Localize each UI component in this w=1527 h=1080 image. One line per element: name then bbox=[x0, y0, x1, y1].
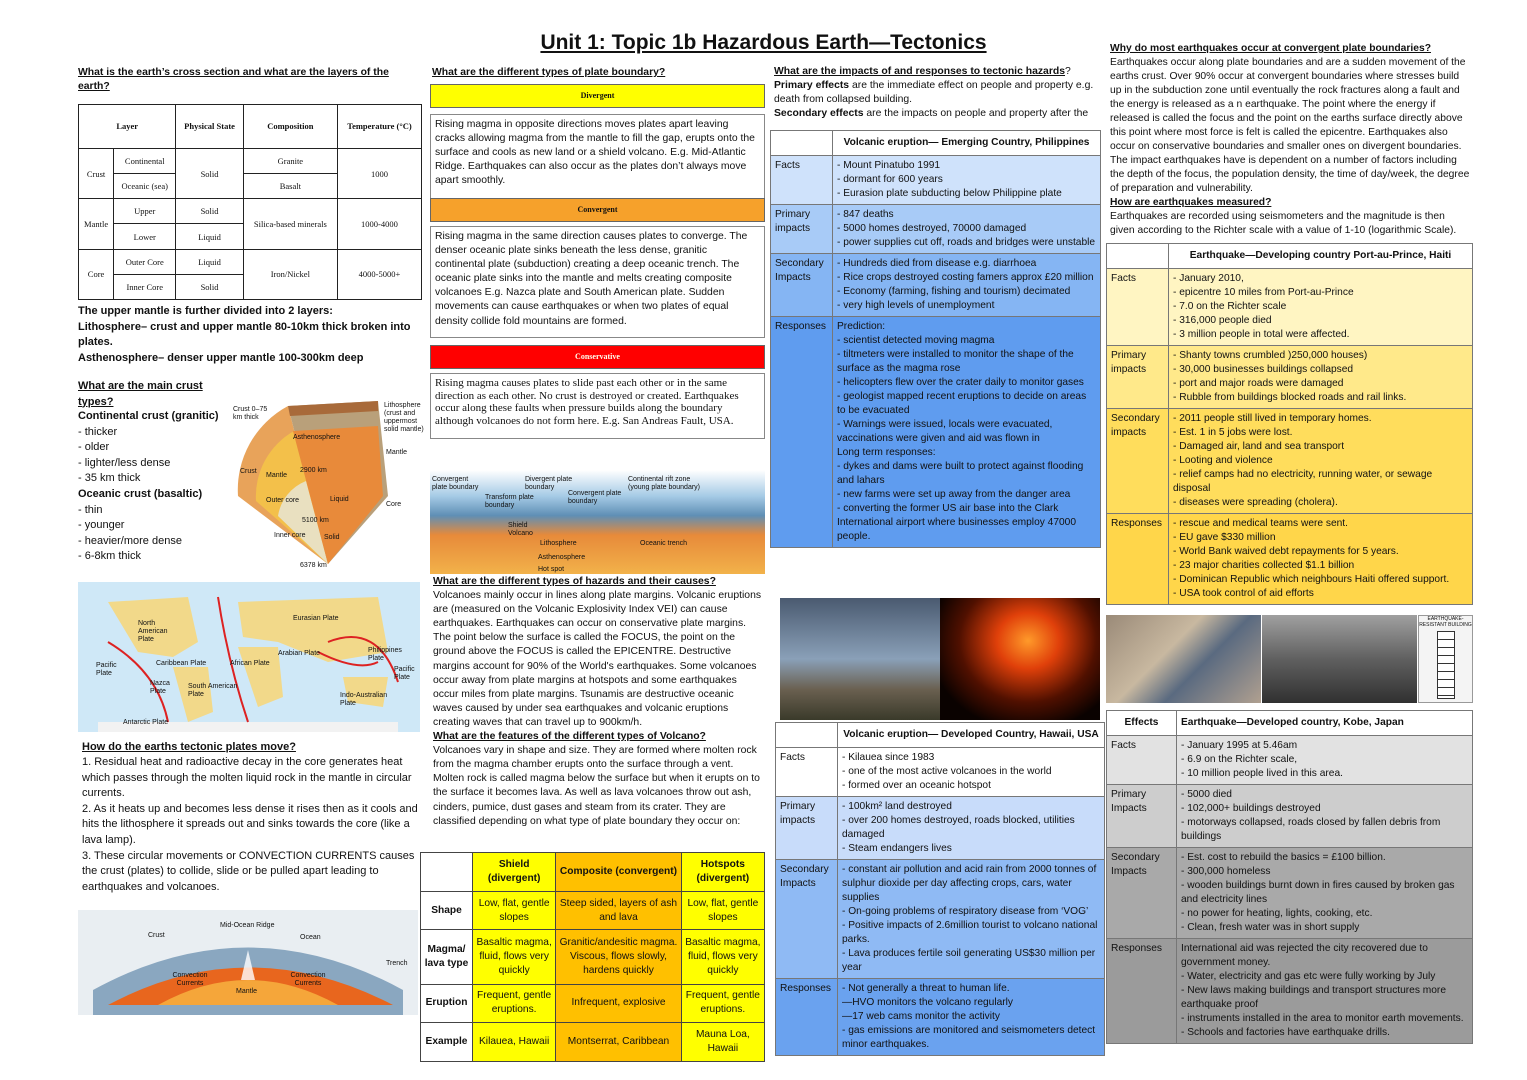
row-line: - formed over an oceanic hotspot bbox=[842, 780, 991, 792]
label: Liquid bbox=[330, 496, 349, 503]
row-line: - 3 million people in total were affected. bbox=[1173, 329, 1350, 341]
table-row bbox=[1107, 939, 1473, 1044]
row-line: - very high levels of unemployment bbox=[837, 300, 995, 312]
label: Crust 0–75 km thick bbox=[233, 406, 268, 421]
map-label: African Plate bbox=[230, 660, 270, 667]
cell: Upper bbox=[114, 199, 176, 224]
table-row bbox=[771, 254, 1101, 317]
list-line: 1. Residual heat and radioactive decay in the core generates heat which passes through the molten liquid rock in the mantle in circular currents. bbox=[82, 756, 412, 800]
row-line: - On-going problems of respiratory disease from ‘VOG’ bbox=[842, 906, 1089, 918]
row-line: —HVO monitors the volcano regularly bbox=[842, 997, 1013, 1009]
volcano-types-table bbox=[420, 852, 765, 1062]
row-line: - converting the former US air base into the Clark International airport where businesses employ 47000 people. bbox=[837, 503, 1076, 543]
table-row bbox=[421, 891, 765, 930]
blank bbox=[771, 131, 833, 156]
row-line: - New laws making buildings and transport structures more earthquake proof bbox=[1181, 985, 1446, 1011]
row-line: Long term responses: bbox=[837, 447, 936, 459]
label: Oceanic trench bbox=[640, 540, 688, 547]
row-line: - January 2010, bbox=[1173, 273, 1244, 285]
continental-list bbox=[78, 425, 228, 487]
label: Convergent plate boundary bbox=[568, 490, 622, 505]
row-label: Secondary impacts bbox=[1107, 409, 1169, 514]
label: Asthenosphere bbox=[538, 554, 586, 561]
cell: 1000 bbox=[337, 149, 421, 199]
table-row bbox=[771, 205, 1101, 254]
cell: Solid bbox=[176, 149, 243, 199]
table-cell: Low, flat, gentle slopes bbox=[473, 891, 556, 930]
divergent-heading: Divergent bbox=[430, 84, 765, 108]
conservative-heading: Conservative bbox=[430, 345, 765, 369]
hawaii-case-table bbox=[775, 722, 1105, 1056]
row-content bbox=[1177, 848, 1473, 939]
label: Core bbox=[386, 501, 402, 508]
cell: Lower bbox=[114, 224, 176, 249]
row-line: Prediction: bbox=[837, 321, 886, 333]
row-line: - 102,000+ buildings destroyed bbox=[1181, 803, 1321, 815]
haiti-case-table bbox=[1106, 243, 1473, 605]
th-composite: Composite (convergent) bbox=[556, 853, 681, 892]
map-label: Indo-Australian Plate bbox=[340, 692, 388, 707]
convergent-heading: Convergent bbox=[430, 198, 765, 222]
list-line: - lighter/less dense bbox=[78, 456, 171, 469]
features-question: What are the features of the different types of Volcano? bbox=[433, 731, 706, 743]
table-cell: Granitic/andesitic magma. Viscous, flows slowly, hardens quickly bbox=[556, 930, 681, 984]
cell: Outer Core bbox=[114, 249, 176, 274]
row-content bbox=[838, 860, 1105, 979]
cell: Iron/Nickel bbox=[243, 249, 337, 299]
list-line: - thin bbox=[78, 503, 103, 516]
earthquake-resistant-building-diagram bbox=[1418, 615, 1473, 703]
map-label: South American Plate bbox=[188, 683, 238, 698]
row-line: - 30,000 businesses buildings collapsed bbox=[1173, 364, 1354, 376]
label: Mantle bbox=[236, 988, 258, 995]
primary-def: are the immediate effect on people and property e.g. death from collapsed building. bbox=[774, 80, 1094, 106]
row-line: - USA took control of aid efforts bbox=[1173, 588, 1314, 600]
label: Lithosphere bbox=[540, 540, 577, 547]
row-line: - Damaged air, land and sea transport bbox=[1173, 441, 1345, 453]
row-content bbox=[838, 748, 1105, 797]
list-line: - heavier/more dense bbox=[78, 534, 182, 547]
row-line: - dormant for 600 years bbox=[837, 174, 943, 186]
th-composition: Composition bbox=[243, 105, 337, 149]
map-label: Philippines Plate bbox=[368, 647, 402, 662]
row-line: - 847 deaths bbox=[837, 209, 894, 221]
earth-cross-section-diagram bbox=[228, 386, 423, 571]
row-label: Secondary Impacts bbox=[771, 254, 833, 317]
row-line: - 5000 died bbox=[1181, 789, 1232, 801]
row-label: Primary impacts bbox=[771, 205, 833, 254]
table-row bbox=[421, 984, 765, 1023]
case-body bbox=[776, 748, 1105, 1056]
label: Hot spot bbox=[538, 566, 565, 573]
label: Divergent plate boundary bbox=[525, 476, 573, 491]
row-content bbox=[838, 979, 1105, 1056]
row-label: Eruption bbox=[421, 984, 473, 1023]
row-line: - Est. cost to rebuild the basics = £100 billion. bbox=[1181, 852, 1386, 864]
hazards-text: Volcanoes mainly occur in lines along plate margins. Volcanic eruptions are (measured on the Volcanic Explosivity Index VEI) can cause earthquakes. Earthquakes can occur on conservative plate margins. The point below the surface is called the FOCUS, the point on the ground above the FOCUS is called the EPICENTRE. Destructive margins account for 90% of the World's earthquakes. Some volcanoes occur away from plate margins at hotspots and some earthquakes occur miles from plate margins. Tsunamis are destructive oceanic waves caused by under sea earthquakes and volcanic eruptions creating waves that can travel up to 900km/h. bbox=[433, 590, 762, 728]
table-row bbox=[776, 748, 1105, 797]
row-line: - port and major roads were damaged bbox=[1173, 378, 1344, 390]
row-line: - helicopters flew over the crater daily to monitor gases bbox=[837, 377, 1084, 389]
case-title: Volcanic eruption— Developed Country, Hawaii, USA bbox=[838, 723, 1105, 748]
header-row bbox=[776, 723, 1105, 748]
cell: Inner Core bbox=[114, 274, 176, 299]
conservative-text: Rising magma causes plates to slide past each other or in the same direction as each other. No crust is destroyed or created. Earthquakes occur along these faults when pressure builds along the boundary although volcanoes do not form here. E.g. San Andreas Fault, USA. bbox=[430, 373, 765, 439]
row-content bbox=[833, 205, 1101, 254]
row-line: - epicentre 10 miles from Port-au-Prince bbox=[1173, 287, 1354, 299]
blank bbox=[1107, 244, 1169, 269]
convergent-text: Rising magma in the same direction causes plates to converge. The denser oceanic plate sinks beneath the less dense, granitic continental plate (subduction) creating a deep oceanic trench. The oceanic plate sinks into the mantle and melts creating composite volcanoes E.g. Nazca plate and South American plate. Sudden movements can cause earthquakes or when two plates of equal density collide fold mountains are formed. bbox=[430, 226, 765, 338]
oceanic-list bbox=[78, 503, 228, 565]
kobe-body bbox=[1107, 736, 1473, 1044]
row-line: - EU gave $330 million bbox=[1173, 532, 1276, 544]
th-state: Physical State bbox=[176, 105, 243, 149]
row-line: - geologist mapped recent eruptions to decide on areas to be evacuated bbox=[837, 391, 1087, 417]
row-line: - Hundreds died from disease e.g. diarrhoea bbox=[837, 258, 1037, 270]
row-label: Facts bbox=[776, 748, 838, 797]
row-label: Secondary Impacts bbox=[776, 860, 838, 979]
table-row bbox=[1107, 785, 1473, 848]
row-line: - motorways collapsed, roads closed by fallen debris from buildings bbox=[1181, 817, 1441, 843]
table-row bbox=[1107, 346, 1473, 409]
th-shield: Shield (divergent) bbox=[473, 853, 556, 892]
row-label: Primary impacts bbox=[776, 797, 838, 860]
table-row bbox=[771, 156, 1101, 205]
primary-term: Primary effects bbox=[774, 80, 850, 92]
label: Ocean bbox=[300, 934, 321, 941]
list-line: Asthenosphere– denser upper mantle 100-300km deep bbox=[78, 351, 364, 364]
table-cell: Frequent, gentle eruptions. bbox=[681, 984, 764, 1023]
row-label: Primary impacts bbox=[1107, 346, 1169, 409]
row-content bbox=[833, 156, 1101, 205]
map-label: Nazca Plate bbox=[150, 680, 170, 695]
boundary-question: What are the different types of plate boundary? bbox=[432, 67, 666, 78]
oceanic-title: Oceanic crust (basaltic) bbox=[78, 487, 203, 500]
list-line: - older bbox=[78, 441, 110, 454]
label: 6378 km bbox=[300, 562, 327, 569]
convection-diagram bbox=[78, 910, 418, 1015]
table-row bbox=[421, 930, 765, 984]
volcano-photo-pinatubo bbox=[780, 598, 940, 720]
label: Trench bbox=[386, 960, 408, 967]
map-label: Pacific Plate bbox=[96, 662, 117, 677]
map-label: Pacific Plate bbox=[394, 666, 415, 681]
features-text: Volcanoes vary in shape and size. They are formed where molten rock from the magma chamber erupts onto the surface through a vent. Molten rock is called magma below the surface but when it erupts on to the surface it becomes lava. As well as lava volcanoes throw out ash, cinders, pumice, dust gases and steam from its crater. They are classified depending on what type of plate boundary they occur on: bbox=[433, 745, 760, 827]
convergent-box bbox=[430, 198, 765, 338]
row-line: - Kilauea since 1983 bbox=[842, 752, 935, 764]
cell: Oceanic (sea) bbox=[114, 174, 176, 199]
cell: Silica-based minerals bbox=[243, 199, 337, 249]
row-line: - Rice crops destroyed costing famers approx £20 million - Economy (farming, fishing and tourism) decimated bbox=[837, 272, 1094, 298]
cell: Crust bbox=[79, 149, 114, 199]
question-mark: ? bbox=[1065, 66, 1071, 77]
table-cell: Mauna Loa, Hawaii bbox=[681, 1023, 764, 1062]
label: Mantle bbox=[266, 472, 288, 479]
row-line: - relief camps had no electricity, running water, or sewage disposal bbox=[1173, 469, 1433, 495]
label: Solid bbox=[324, 534, 340, 541]
cell: 4000-5000+ bbox=[337, 249, 421, 299]
label: Crust bbox=[148, 932, 165, 939]
cell: 1000-4000 bbox=[337, 199, 421, 249]
kobe-case-table bbox=[1106, 710, 1473, 1044]
row-line: - Eurasion plate subducting below Philippine plate bbox=[837, 188, 1062, 200]
case-title: Volcanic eruption— Emerging Country, Philippines bbox=[833, 131, 1101, 156]
table-cell: Basaltic magma, fluid, flows very quickly bbox=[681, 930, 764, 984]
row-line: - Lava produces fertile soil generating US$30 million per year bbox=[842, 948, 1096, 974]
table-row bbox=[1107, 269, 1473, 346]
row-line: - 300,000 homeless bbox=[1181, 866, 1271, 878]
row-line: - Positive impacts of 2.6million tourist to volcano national parks. bbox=[842, 920, 1098, 946]
list-line: - younger bbox=[78, 519, 125, 532]
row-label: Primary Impacts bbox=[1107, 785, 1177, 848]
row-line: - power supplies cut off, roads and bridges were unstable bbox=[837, 237, 1096, 249]
table-cell: Steep sided, layers of ash and lava bbox=[556, 891, 681, 930]
move-text bbox=[82, 755, 420, 895]
cell: Granite bbox=[243, 149, 337, 174]
row-line: International aid was rejected the city recovered due to government money. bbox=[1181, 943, 1428, 969]
row-label: Facts bbox=[1107, 269, 1169, 346]
row-line: - new farms were set up away from the danger area bbox=[837, 489, 1071, 501]
row-line: - dykes and dams were built to protect against flooding and lahars bbox=[837, 461, 1084, 487]
label: 5100 km bbox=[302, 517, 329, 524]
table-row bbox=[1107, 514, 1473, 605]
row-label: Facts bbox=[1107, 736, 1177, 785]
table-row bbox=[1107, 409, 1473, 514]
list-line: 3. These circular movements or CONVECTION CURRENTS causes the crust (plates) to collide, slide or be pulled apart leading to earthquakes and volcanoes. bbox=[82, 849, 415, 893]
row-line: - diseases were spreading (cholera). bbox=[1173, 497, 1338, 509]
blank bbox=[421, 853, 473, 892]
row-line: - 7.0 on the Richter scale bbox=[1173, 301, 1287, 313]
row-content bbox=[833, 254, 1101, 317]
impacts-question: What are the impacts of and responses to tectonic hazards bbox=[774, 66, 1066, 77]
list-line: - 35 km thick bbox=[78, 472, 141, 485]
label: Convection Currents bbox=[290, 972, 326, 987]
label: Outer core bbox=[266, 497, 300, 504]
continental-title: Continental crust (granitic) bbox=[78, 410, 219, 422]
row-label: Secondary Impacts bbox=[1107, 848, 1177, 939]
map-label: Eurasian Plate bbox=[293, 615, 339, 622]
case-title: Earthquake—Developing country Port-au-Prince, Haiti bbox=[1169, 244, 1473, 269]
table-cell: Infrequent, explosive bbox=[556, 984, 681, 1023]
secondary-term: Secondary effects bbox=[774, 108, 864, 120]
row-content bbox=[1177, 785, 1473, 848]
measure-answer: Earthquakes are recorded using seismometers and the magnitude is then given according to the Richter scale with a value of 1-10 (logarithmic Scale). bbox=[1110, 211, 1457, 236]
row-line: - 6.9 on the Richter scale, bbox=[1181, 754, 1298, 766]
row-line: - 10 million people lived in this area. bbox=[1181, 768, 1343, 780]
move-question: How do the earths tectonic plates move? bbox=[82, 741, 296, 753]
list-line: - 6-8km thick bbox=[78, 550, 141, 563]
cell: Liquid bbox=[176, 224, 243, 249]
upper-mantle-text bbox=[78, 304, 418, 366]
earthquake-text bbox=[1110, 42, 1470, 238]
cell: Basalt bbox=[243, 174, 337, 199]
map-label: Arabian Plate bbox=[278, 650, 321, 657]
cell: Continental bbox=[114, 149, 176, 174]
row-line: - wooden buildings burnt down in fires caused by broken gas and electricity lines bbox=[1181, 880, 1455, 906]
row-line: - Dominican Republic which neighbours Haiti offered support. bbox=[1173, 574, 1450, 586]
row-label: Facts bbox=[771, 156, 833, 205]
row-line: - over 200 homes destroyed, roads blocked, utilities damaged bbox=[842, 815, 1075, 841]
earth-layers-table bbox=[78, 104, 422, 300]
haiti-table bbox=[1106, 243, 1473, 605]
label: Lithosphere (crust and uppermost solid mantle) bbox=[384, 402, 424, 433]
case-body bbox=[1107, 269, 1473, 605]
label: Transform plate boundary bbox=[485, 494, 534, 509]
list-line: The upper mantle is further divided into 2 layers: bbox=[78, 305, 333, 317]
row-line: - 100km² land destroyed bbox=[842, 801, 952, 813]
map-label: North American Plate bbox=[138, 620, 168, 643]
row-line: - Est. 1 in 5 jobs were lost. bbox=[1173, 427, 1293, 439]
row-line: - instruments installed in the area to monitor earth movements. bbox=[1181, 1013, 1464, 1025]
row-content bbox=[838, 797, 1105, 860]
map-label: Antarctic Plate bbox=[123, 719, 169, 726]
table-row bbox=[776, 797, 1105, 860]
label: Mantle bbox=[386, 449, 408, 456]
kobe-damage-photo bbox=[1262, 615, 1417, 703]
hawaii-table bbox=[775, 722, 1105, 1056]
row-line: - Shanty towns crumbled )250,000 houses) bbox=[1173, 350, 1368, 362]
row-content bbox=[1177, 939, 1473, 1044]
row-line: - 5000 homes destroyed, 70000 damaged bbox=[837, 223, 1027, 235]
map-label: Caribbean Plate bbox=[156, 660, 207, 667]
row-content bbox=[1169, 269, 1473, 346]
table-row bbox=[776, 860, 1105, 979]
row-label: Responses bbox=[1107, 939, 1177, 1044]
row-line: - Mount Pinatubo 1991 bbox=[837, 160, 941, 172]
row-line: - gas emissions are monitored and seismometers detect minor earthquakes. bbox=[842, 1025, 1096, 1051]
list-line: 2. As it heats up and becomes less dense it rises then as it cools and hits the lithosphere it spreads out and sinks towards the core (like a lava lamp). bbox=[82, 802, 418, 846]
row-label: Responses bbox=[1107, 514, 1169, 605]
th-temperature: Temperature (°C) bbox=[337, 105, 421, 149]
row-line: - rescue and medical teams were sent. bbox=[1173, 518, 1348, 530]
divergent-box bbox=[430, 84, 765, 200]
label: Inner core bbox=[274, 532, 306, 539]
row-line: - Looting and violence bbox=[1173, 455, 1273, 467]
row-line: - constant air pollution and acid rain from 2000 tonnes of sulphur dioxide per day affecting crops, cars, water supplies bbox=[842, 864, 1097, 904]
blank bbox=[776, 723, 838, 748]
label: Convergent plate boundary bbox=[432, 476, 479, 491]
label: Asthenosphere bbox=[293, 434, 341, 441]
page-title: Unit 1: Topic 1b Hazardous Earth—Tectonics bbox=[540, 31, 987, 54]
table-cell: Basaltic magma, fluid, flows very quickly bbox=[473, 930, 556, 984]
table-cell: Low, flat, gentle slopes bbox=[681, 891, 764, 930]
row-label: Example bbox=[421, 1023, 473, 1062]
row-line: - World Bank waived debt repayments for 5 years. bbox=[1173, 546, 1399, 558]
row-line: - no power for heating, lights, cooking, etc. bbox=[1181, 908, 1373, 920]
row-line: - Not generally a threat to human life. bbox=[842, 983, 1010, 995]
cell: Solid bbox=[176, 199, 243, 224]
cell: Core bbox=[79, 249, 114, 299]
volcano-photo-lava bbox=[940, 598, 1100, 720]
row-line: - January 1995 at 5.46am bbox=[1181, 740, 1298, 752]
effects-heading: Effects bbox=[1107, 711, 1177, 736]
hazards-question: What are the different types of hazards and their causes? bbox=[433, 576, 716, 587]
list-line: - thicker bbox=[78, 425, 118, 438]
tectonic-plates-map bbox=[78, 582, 420, 732]
row-label: Responses bbox=[776, 979, 838, 1056]
row-line: - scientist detected moving magma bbox=[837, 335, 995, 347]
label: Crust bbox=[240, 468, 257, 475]
label: Shield Volcano bbox=[508, 522, 533, 537]
header-row bbox=[771, 131, 1101, 156]
table-row bbox=[1107, 848, 1473, 939]
impacts-intro bbox=[774, 65, 1104, 121]
table-cell: Montserrat, Caribbean bbox=[556, 1023, 681, 1062]
th-hotspots: Hotspots (divergent) bbox=[681, 853, 764, 892]
table-row bbox=[771, 317, 1101, 548]
th-layer: Layer bbox=[79, 105, 176, 149]
row-label: Magma/ lava type bbox=[421, 930, 473, 984]
diagram-label: EARTHQUAKE-RESISTANT BUILDING bbox=[1419, 616, 1472, 628]
case-body bbox=[771, 156, 1101, 548]
cell: Mantle bbox=[79, 199, 114, 249]
table-row bbox=[776, 979, 1105, 1056]
kobe-table bbox=[1106, 710, 1473, 1044]
row-content bbox=[1169, 514, 1473, 605]
row-content bbox=[1177, 736, 1473, 785]
list-line: Lithosphere– crust and upper mantle 80-10km thick broken into plates. bbox=[78, 320, 411, 348]
label: 2900 km bbox=[300, 467, 327, 474]
measure-question: How are earthquakes measured? bbox=[1110, 197, 1272, 208]
phil-case-table bbox=[770, 130, 1101, 548]
row-line: - Warnings were issued, locals were evacuated, vaccinations were given and aid was flown in bbox=[837, 419, 1053, 445]
label: Mid-Ocean Ridge bbox=[220, 922, 275, 929]
row-line: - 2011 people still lived in temporary homes. bbox=[1173, 413, 1372, 425]
cell: Liquid bbox=[176, 249, 243, 274]
row-line: - 316,000 people died bbox=[1173, 315, 1272, 327]
label: Convection Currents bbox=[172, 972, 208, 987]
table-row bbox=[421, 1023, 765, 1062]
row-line: - tiltmeters were installed to monitor the shape of the surface as the magma rose bbox=[837, 349, 1074, 375]
volcano-table-body bbox=[421, 891, 765, 1061]
convergent-answer: Earthquakes occur along plate boundaries and are a sudden movement of the earths crust. Over 90% occur at convergent boundaries where stresses build up in the subduction zone until eventually the rock fractures along a fault and the energy is released as a n earthquake. The point where the energy if released is called the focus and the point on the earths surface directly above this point where most force is felt is called the epicentre. Earthquakes also occur on conservative boundaries and smaller ones on divergent boundaries. The impact earthquakes have is dependent on a number of factors including the depth of the focus, the population density, the time of day/week, the degree of preparation and vulnerability. bbox=[1110, 57, 1470, 194]
row-line: - one of the most active volcanoes in the world bbox=[842, 766, 1052, 778]
cell: Solid bbox=[176, 274, 243, 299]
row-label: Responses bbox=[771, 317, 833, 548]
secondary-def: are the impacts on people and property after the bbox=[863, 108, 1089, 120]
divergent-text: Rising magma in opposite directions moves plates apart leaving cracks allowing magma from the mantle to fill the gap, erupts onto the surface and cools as new land or a shield volcano. E.g. Mid-Atlantic Ridge. Earthquakes can also occur as the plates don’t always move apart smoothly. bbox=[430, 114, 765, 200]
table-row bbox=[1107, 736, 1473, 785]
table-cell: Kilauea, Hawaii bbox=[473, 1023, 556, 1062]
row-line: - Clean, fresh water was in short supply bbox=[1181, 922, 1360, 934]
label: Continental rift zone (young plate boundary) bbox=[628, 476, 700, 491]
row-line: - Water, electricity and gas etc were fully working by July bbox=[1181, 971, 1436, 983]
header-row bbox=[1107, 244, 1473, 269]
row-line: - Rubble from buildings blocked roads and rail links. bbox=[1173, 392, 1407, 404]
row-content bbox=[833, 317, 1101, 548]
row-line: —17 web cams monitor the activity bbox=[842, 1011, 1000, 1023]
philippines-table bbox=[770, 130, 1101, 548]
plate-boundaries-diagram bbox=[430, 444, 765, 574]
row-content bbox=[1169, 409, 1473, 514]
convergent-question: Why do most earthquakes occur at convergent plate boundaries? bbox=[1110, 43, 1431, 54]
hazards-section bbox=[433, 575, 763, 829]
table-cell: Frequent, gentle eruptions. bbox=[473, 984, 556, 1023]
crust-question: What are the main crust types? bbox=[78, 380, 203, 408]
row-line: - 23 major charities collected $1.1 billion bbox=[1173, 560, 1355, 572]
row-line: - Schools and factories have earthquake drills. bbox=[1181, 1027, 1390, 1039]
building-icon bbox=[1437, 631, 1455, 699]
crust-types bbox=[78, 409, 228, 565]
kobe-title: Earthquake—Developed country, Kobe, Japan bbox=[1177, 711, 1473, 736]
conservative-box bbox=[430, 345, 765, 439]
layers-question: What is the earth’s cross section and what are the layers of the earth? bbox=[78, 67, 389, 93]
row-label: Shape bbox=[421, 891, 473, 930]
haiti-rescue-photo bbox=[1106, 615, 1261, 703]
row-line: - Steam endangers lives bbox=[842, 843, 952, 855]
row-content bbox=[1169, 346, 1473, 409]
